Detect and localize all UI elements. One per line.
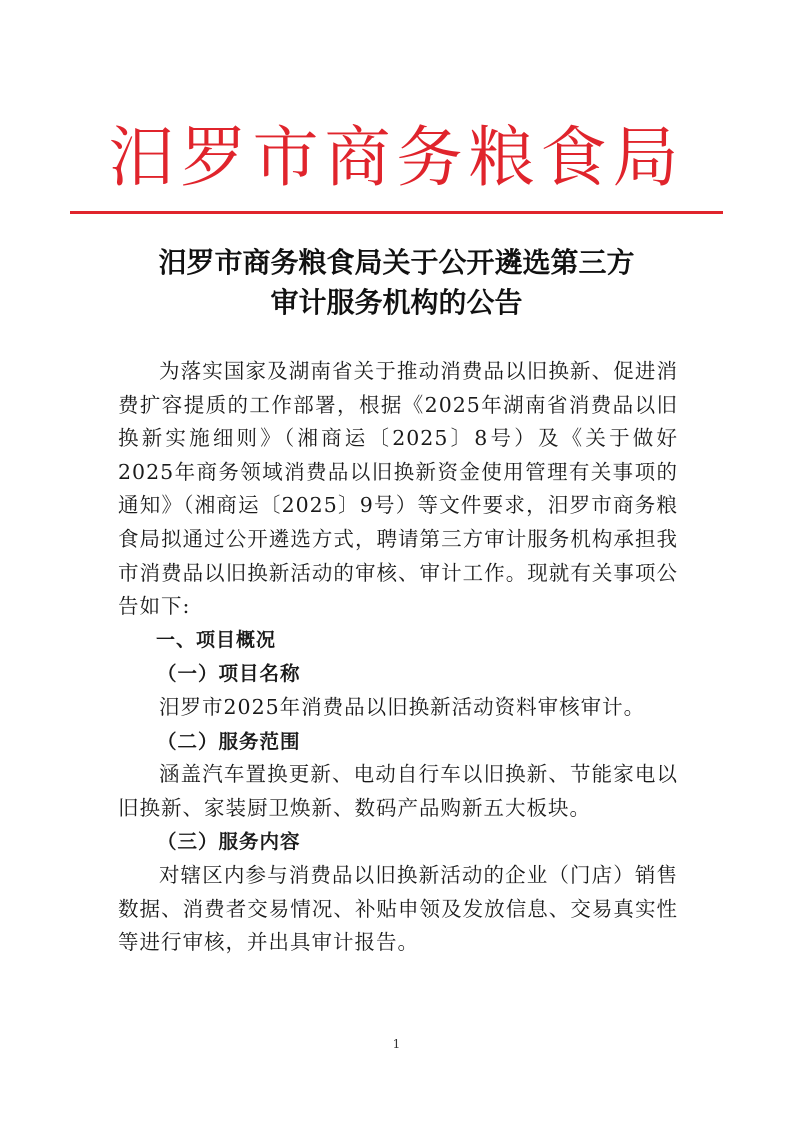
document-title-line2: 审计服务机构的公告 [270, 286, 523, 319]
page-number: 1 [392, 1037, 401, 1051]
masthead-org-name: 汨罗市商务粮食局 [108, 119, 685, 196]
document-body [118, 355, 678, 960]
masthead-red-rule [70, 211, 723, 214]
service-scope-paragraph: 涵盖汽车置换更新、电动自行车以旧换新、节能家电以旧换新、家装厨卫焕新、数码产品购新五大板块。 [118, 762, 678, 820]
section-heading-project-overview: 一、项目概况 [156, 628, 277, 651]
subsection-heading-service-content: （三）服务内容 [157, 830, 301, 854]
subsection-heading-service-scope: （二）服务范围 [157, 729, 301, 753]
document-title-line1: 汨罗市商务粮食局关于公开遴选第三方 [158, 246, 635, 279]
project-name-paragraph: 汨罗市2025年消费品以旧换新活动资料审核审计。 [159, 694, 646, 719]
document-title [80, 243, 713, 323]
subsection-heading-project-name: （一）项目名称 [157, 662, 301, 686]
intro-paragraph: 为落实国家及湖南省关于推动消费品以旧换新、促进消费扩容提质的工作部署，根据《2025年湖南省消费品以旧换新实施细则》（湘商运〔2025〕8号）及《关于做好2025年商务领域消费品以旧换新资金使用管理有关事项的通知》（湘商运〔2025〕9号）等文件要求，汨罗市商务粮食局拟通过公开遴选方式，聘请第三方审计服务机构承担我市消费品以旧换新活动的审核、审计工作。现就有关事项公告如下: [118, 359, 678, 619]
service-content-paragraph: 对辖区内参与消费品以旧换新活动的企业（门店）销售数据、消费者交易情况、补贴申领及发放信息、交易真实性等进行审核，并出具审计报告。 [118, 862, 678, 955]
